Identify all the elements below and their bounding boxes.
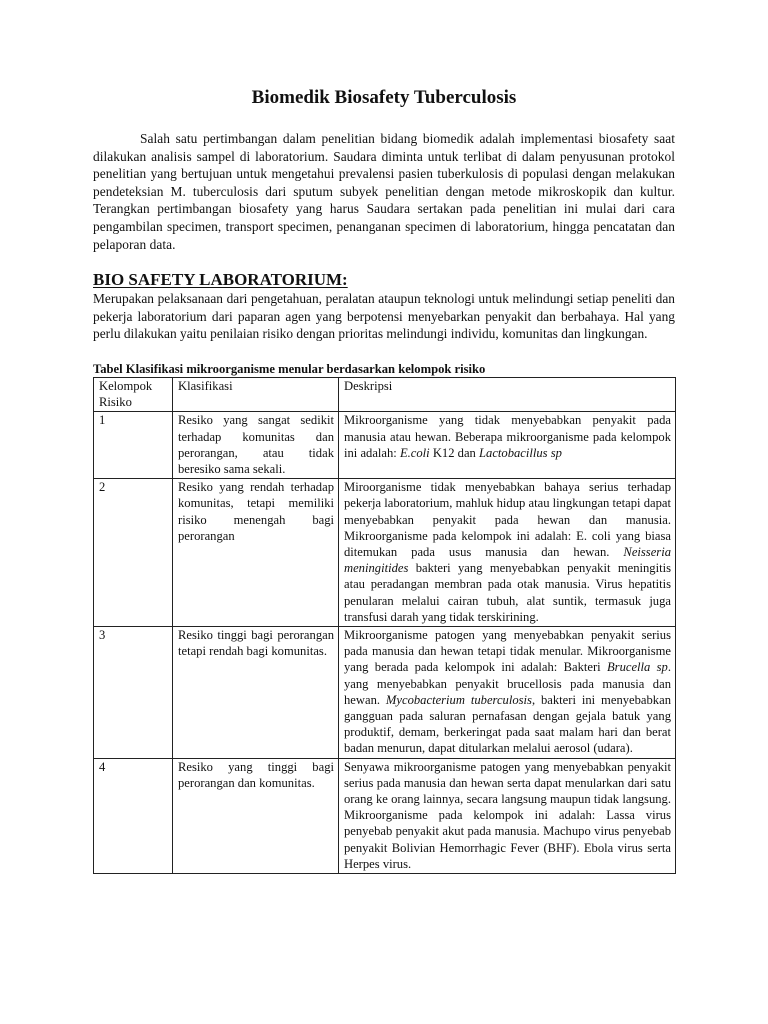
header-description: Deskripsi: [339, 377, 676, 411]
species-name: Mycobacterium tuberculosis: [385, 692, 532, 707]
header-risk-group: Kelompok Risiko: [94, 377, 173, 411]
table-caption: Tabel Klasifikasi mikroorganisme menular berdasarkan kelompok risiko: [93, 361, 486, 376]
classification-cell: Resiko yang sangat sedikit terhadap komunitas dan perorangan, atau tidak beresiko sama sekali.: [173, 412, 339, 479]
description-text: Miroorganisme tidak menyebabkan bahaya serius terhadap pekerja laboratorium, mahluk hidup atau lingkungan tetapi dapat menyebabkan penyakit pada hewan dan manusia. Mikroorganisme pada kelompok ini adalah: E. coli yang biasa ditemukan pada usus manusia dan hewan.: [344, 480, 671, 559]
document-title: Biomedik Biosafety Tuberculosis: [251, 87, 517, 108]
table-row: [94, 412, 676, 479]
document-page: [93, 86, 675, 874]
species-name: Neisseria meningitides: [344, 544, 671, 576]
classification-cell: Resiko yang rendah terhadap komunitas, tetapi memiliki risiko menengah bagi perorangan: [173, 479, 339, 627]
risk-group-table: [93, 377, 676, 874]
description-cell: [339, 626, 676, 758]
description-text: . yang menyebabkan penyakit brucellosis pada manusia dan hewan.: [344, 660, 671, 707]
table-header-row: [94, 377, 676, 411]
table-row: [94, 626, 676, 758]
risk-group-cell: 1: [94, 412, 173, 479]
description-text: Mikroorganisme patogen yang menyebabkan penyakit serius pada manusia dan hewan tetapi tidak menular. Mikroorganisme yang berada pada kelompok ini adalah: Bakteri: [344, 627, 671, 675]
table-row: [94, 758, 676, 873]
species-name: Lactobacillus sp: [479, 445, 562, 460]
description-text: bakteri yang menyebabkan penyakit meningitis atau peradangan membran pada otak manusia. Virus hepatitis penularan melalui cairan tubuh, alat suntik, termasuk juga transfusi darah yang tidak terskirining.: [344, 561, 671, 624]
table-body: [94, 412, 676, 874]
description-text: K12 dan: [429, 445, 480, 460]
risk-group-cell: 3: [94, 626, 173, 758]
section-paragraph: Merupakan pelaksanaan dari pengetahuan, peralatan ataupun teknologi untuk melindungi setiap peneliti dan pekerja laboratorium dari paparan agen yang berpotensi menyebarkan penyakit dan berbahaya. Hal yang perlu dilakukan yaitu penilaian risiko dengan prioritas melindungi individu, komunitas dan lingkungan.: [93, 291, 675, 342]
description-cell: [339, 412, 676, 479]
description-text: , bakteri ini menyebabkan gangguan pada saluran pernafasan dengan gejala batuk yang produktif, demam, berkeringat pada saat malam hari dan berat badan menurun, dapat ditularkan melalui aerosol (udara).: [344, 692, 671, 756]
description-text: Mikroorganisme yang tidak menyebabkan penyakit pada manusia atau hewan. Beberapa mikroorganisme pada kelompok ini adalah:: [344, 413, 671, 460]
header-classification: Klasifikasi: [173, 377, 339, 411]
table-row: [94, 479, 676, 627]
species-name: E.coli: [399, 445, 430, 460]
section-heading: BIO SAFETY LABORATORIUM:: [93, 270, 348, 290]
classification-cell: Resiko yang tinggi bagi perorangan dan komunitas.: [173, 758, 339, 873]
intro-paragraph: Salah satu pertimbangan dalam penelitian bidang biomedik adalah implementasi biosafety saat dilakukan analisis sampel di laboratorium. Saudara diminta untuk terlibat di dalam penyusunan protokol penelitian yang bertujuan untuk mengetahui prevalensi pasien tuberkulosis di populasi dengan melakukan pendeteksian M. tuberculosis dari sputum subyek penelitian dengan metode mikroskopik dan kultur. Terangkan pertimbangan biosafety yang harus Saudara sertakan pada penelitian ini mulai dari cara pengambilan specimen, transport specimen, penanganan specimen di laboratorium, hingga pencatatan dan pelaporan data.: [93, 131, 675, 252]
description-text: Senyawa mikroorganisme patogen yang menyebabkan penyakit serius pada manusia dan hewan serta dapat menularkan dari satu orang ke orang lainnya, secara langsung maupun tidak langsung. Mikroorganisme pada kelompok ini adalah: Lassa virus penyebab penyakit akut pada manusia. Machupo virus penyebab penyakit Bolivian Hemorrhagic Fever (BHF). Ebola virus serta Herpes virus.: [344, 759, 671, 871]
description-cell: [339, 758, 676, 873]
risk-group-cell: 2: [94, 479, 173, 627]
risk-group-cell: 4: [94, 758, 173, 873]
classification-cell: Resiko tinggi bagi perorangan tetapi rendah bagi komunitas.: [173, 626, 339, 758]
species-name: Brucella sp: [606, 660, 668, 675]
description-cell: [339, 479, 676, 627]
